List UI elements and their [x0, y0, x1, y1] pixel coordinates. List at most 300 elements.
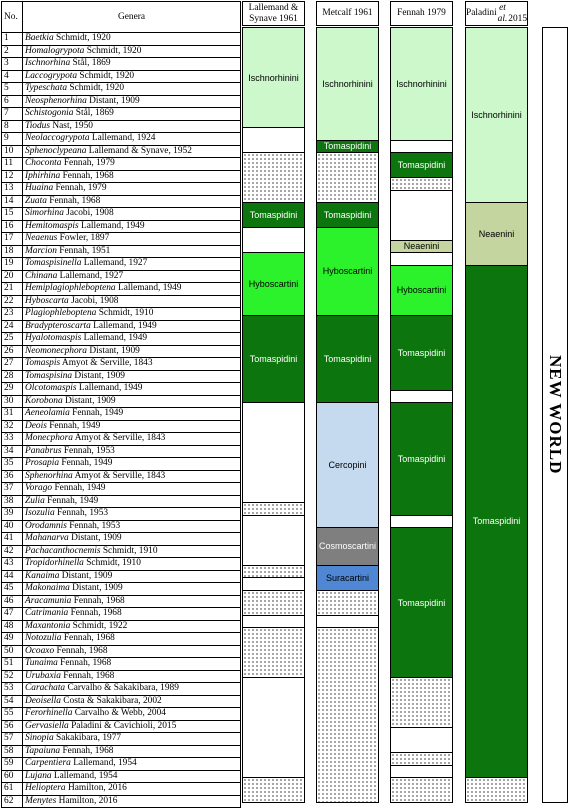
unassigned-segment [390, 752, 453, 766]
genus-cell [23, 358, 241, 371]
genus-name: Korobona [25, 395, 63, 406]
genus-name: Isozulia [25, 508, 55, 518]
genus-cell [23, 770, 241, 783]
tribe-segment [390, 315, 453, 391]
tribe-segment [465, 265, 528, 779]
genus-cell [23, 558, 241, 571]
row-number: 23 [2, 308, 23, 321]
table-row [2, 83, 241, 96]
table-header-row [2, 2, 241, 33]
row-number: 1 [2, 33, 23, 46]
genus-name: Orodamnis [25, 520, 67, 531]
genus-name: Panabrus [25, 445, 62, 456]
genus-name: Makonaima [25, 583, 70, 593]
genus-author: Lallemand, 1924 [89, 133, 156, 143]
genus-author: Distant, 1909 [86, 95, 140, 106]
genus-author: Distant, 1909 [72, 370, 125, 381]
genus-author: Fennah, 1968 [61, 633, 115, 643]
genus-cell [23, 633, 241, 646]
genus-name: Tropidorhinella [25, 558, 84, 568]
table-row [2, 158, 241, 171]
tribe-label: Tomaspidini [249, 353, 298, 364]
genus-cell [23, 783, 241, 796]
genus-author: Fennah, 1979 [53, 183, 107, 193]
tribe-label: Ischnorhinini [396, 78, 447, 89]
row-number: 25 [2, 333, 23, 346]
et-al-italic: et al. [497, 2, 508, 24]
tribe-segment [316, 402, 379, 528]
genus-name: Neomonecphora [25, 345, 87, 356]
region-bar [542, 27, 568, 803]
table-row [2, 108, 241, 121]
table-row [2, 395, 241, 408]
unassigned-segment [242, 590, 305, 616]
genus-cell [23, 208, 241, 221]
genus-author: Fennah, 1953 [66, 520, 121, 531]
genus-author: Lallemand, 1954 [51, 770, 118, 781]
row-number: 44 [2, 570, 23, 583]
row-number: 28 [2, 370, 23, 383]
tribe-label: Cercopini [328, 460, 367, 470]
genus-name: Notozulia [25, 633, 62, 643]
unassigned-segment [465, 777, 528, 803]
tribe-segment [390, 402, 453, 516]
tribe-segment [316, 202, 379, 228]
table-row [2, 545, 241, 558]
table-row [2, 245, 241, 258]
genus-author: Lallemand & Synave, 1952 [86, 145, 192, 156]
genus-author: Distant, 1909 [59, 570, 113, 581]
row-number: 3 [2, 58, 23, 71]
tribe-segment [316, 140, 379, 154]
row-number: 16 [2, 220, 23, 233]
genus-author: Amyot & Serville, 1843 [60, 358, 153, 368]
genus-name: Tomaspis [25, 358, 61, 368]
tribe-segment [242, 402, 305, 503]
table-row [2, 58, 241, 71]
genus-name: Iphirhina [25, 170, 61, 181]
row-number: 20 [2, 270, 23, 283]
genus-name: Hemitomaspis [25, 220, 79, 231]
tribe-label: Tomaspidini [323, 141, 372, 152]
genus-cell [23, 570, 241, 583]
tribe-segment [390, 727, 453, 753]
row-number: 46 [2, 595, 23, 608]
genus-author: Hamilton, 2016 [56, 795, 118, 806]
table-row [2, 420, 241, 433]
table-row [2, 483, 241, 496]
genus-author: Fennah, 1979 [61, 158, 115, 168]
genus-author: Fennah, 1949 [46, 420, 101, 431]
genus-cell [23, 658, 241, 671]
table-row [2, 495, 241, 508]
genus-name: Marcion [25, 245, 57, 256]
genus-cell [23, 83, 241, 96]
unassigned-segment [242, 627, 305, 678]
genus-name: Tunaima [25, 658, 58, 668]
table-row [2, 220, 241, 233]
tribe-segment [390, 240, 453, 254]
row-number: 34 [2, 445, 23, 458]
header-no: No. [2, 2, 23, 33]
table-row [2, 533, 241, 546]
genus-name: Plagiophleboptena [25, 308, 97, 318]
genus-cell [23, 108, 241, 121]
table-row [2, 658, 241, 671]
genus-author: Fowler, 1897 [57, 233, 110, 243]
genus-author: Fennah, 1953 [54, 508, 109, 518]
genus-name: Deoisella [25, 695, 61, 706]
genus-author: Amyot & Serville, 1843 [72, 470, 166, 481]
genus-name: Ferorhinella [25, 708, 73, 718]
genus-name: Mahanarva [25, 533, 69, 543]
genus-author: Fennah, 1951 [56, 245, 111, 256]
genus-author: Carvalho & Webb, 2004 [72, 708, 166, 718]
genus-author: Schmidt, 1910 [83, 558, 141, 568]
genus-name: Kanaima [25, 570, 60, 581]
genus-name: Choconta [25, 158, 62, 168]
tribe-segment [390, 515, 453, 529]
genus-cell [23, 708, 241, 721]
table-row [2, 195, 241, 208]
row-number: 2 [2, 45, 23, 58]
tribe-segment [242, 615, 305, 629]
genus-cell [23, 720, 241, 733]
genus-cell [23, 383, 241, 396]
genus-cell [23, 170, 241, 183]
row-number: 41 [2, 533, 23, 546]
genus-cell [23, 733, 241, 746]
row-number: 35 [2, 458, 23, 471]
genus-author: Distant, 1909 [68, 533, 122, 543]
genus-author: Schmidt, 1910 [96, 308, 154, 318]
table-row [2, 445, 241, 458]
table-row [2, 770, 241, 783]
tribe-segment [390, 27, 453, 141]
tribe-label: Tomaspidini [472, 516, 521, 527]
genus-author: Schmidt, 1920 [53, 33, 111, 43]
tribe-label: Tomaspidini [323, 353, 372, 364]
tribe-label: Neaenini [403, 241, 440, 252]
tribe-segment [242, 202, 305, 228]
table-row [2, 320, 241, 333]
genus-cell [23, 508, 241, 521]
tribe-segment [390, 152, 453, 178]
genus-cell [23, 420, 241, 433]
genus-author: Fennah, 1949 [69, 408, 124, 418]
row-number: 30 [2, 395, 23, 408]
genus-name: Olcotomaspis [25, 383, 77, 393]
genus-cell [23, 233, 241, 246]
genus-name: Prosapia [25, 458, 60, 468]
genus-cell [23, 283, 241, 296]
genus-author: Fennah, 1949 [52, 483, 106, 493]
genus-author: Fennah, 1968 [54, 645, 108, 656]
table-row [2, 695, 241, 708]
table-row [2, 683, 241, 696]
unassigned-segment [242, 502, 305, 516]
genus-author: Distant, 1909 [69, 583, 123, 593]
row-number: 55 [2, 708, 23, 721]
row-number: 56 [2, 720, 23, 733]
genus-cell [23, 745, 241, 758]
row-number: 32 [2, 420, 23, 433]
column-header: Lallemand & Synave 1961 [242, 1, 305, 26]
genus-cell [23, 120, 241, 133]
genus-author: Carvalho & Sakakibara, 1989 [65, 683, 179, 693]
genus-name: Tapaiuna [25, 745, 61, 756]
tribe-segment [242, 315, 305, 404]
genus-name: Huaina [25, 183, 54, 193]
row-number: 51 [2, 658, 23, 671]
table-row [2, 570, 241, 583]
genus-cell [23, 345, 241, 358]
row-number: 59 [2, 758, 23, 771]
table-row [2, 470, 241, 483]
tribe-label: Tomaspidini [397, 453, 446, 464]
row-number: 58 [2, 745, 23, 758]
table-row [2, 720, 241, 733]
row-number: 33 [2, 433, 23, 446]
table-row [2, 358, 241, 371]
tribe-segment [390, 252, 453, 266]
table-row [2, 33, 241, 46]
tribe-segment [390, 140, 453, 154]
row-number: 52 [2, 670, 23, 683]
genus-name: Helioptera [25, 783, 66, 793]
row-number: 43 [2, 558, 23, 571]
tribe-segment [465, 202, 528, 266]
row-number: 49 [2, 633, 23, 646]
genus-author: Lallemand, 1927 [57, 270, 124, 281]
table-row [2, 45, 241, 58]
genus-name: Tomaspisina [25, 370, 73, 381]
genus-cell [23, 408, 241, 421]
tribe-segment [390, 190, 453, 241]
table-row [2, 645, 241, 658]
table-row [2, 558, 241, 571]
genus-name: Baetkia [25, 33, 54, 43]
unassigned-segment [316, 627, 379, 803]
genus-cell [23, 545, 241, 558]
row-number: 27 [2, 358, 23, 371]
genus-author: Lallemand, 1949 [81, 333, 148, 343]
table-row [2, 508, 241, 521]
genus-author: Fennah, 1968 [68, 608, 122, 618]
unassigned-segment [316, 590, 379, 616]
tribe-segment [465, 27, 528, 203]
genus-name: Ocoaxo [25, 645, 55, 656]
genus-name: Schistogonia [25, 108, 74, 118]
genus-name: Chinana [25, 270, 58, 281]
table-row [2, 370, 241, 383]
table-row [2, 208, 241, 221]
genus-cell [23, 533, 241, 546]
genus-cell [23, 333, 241, 346]
table-row [2, 583, 241, 596]
genus-name: Tiodus [25, 120, 51, 131]
genus-author: Fennah, 1968 [57, 658, 112, 668]
tribe-segment [316, 27, 379, 141]
row-number: 10 [2, 145, 23, 158]
tribe-segment [242, 515, 305, 566]
row-number: 5 [2, 83, 23, 96]
tribe-label: Suracartini [325, 572, 370, 583]
tribe-label: Neaenini [478, 228, 515, 239]
row-number: 36 [2, 470, 23, 483]
tribe-segment [390, 390, 453, 404]
genus-author: Fennah, 1953 [61, 445, 115, 456]
unassigned-segment [390, 677, 453, 728]
genus-author: Lallemand, 1949 [76, 383, 143, 393]
table-row [2, 795, 241, 808]
genus-cell [23, 433, 241, 446]
genus-name: Homalogrypota [25, 45, 85, 56]
tribe-segment [242, 577, 305, 591]
table-row [2, 783, 241, 796]
unassigned-segment [390, 177, 453, 191]
table-row [2, 95, 241, 108]
genus-cell [23, 258, 241, 271]
column-header: Fennah 1979 [390, 1, 453, 26]
genus-author: Fennah, 1949 [44, 495, 99, 506]
genus-name: Bradypteroscarta [25, 320, 91, 331]
table-row [2, 183, 241, 196]
row-number: 15 [2, 208, 23, 221]
genus-cell [23, 670, 241, 683]
genus-name: Typeschata [25, 83, 68, 93]
genus-cell [23, 58, 241, 71]
genus-name: Catrimania [25, 608, 69, 618]
genus-author: Fennah, 1949 [59, 458, 113, 468]
genus-cell [23, 458, 241, 471]
genus-author: Distant, 1909 [86, 345, 140, 356]
tribe-label: Tomaspidini [397, 160, 446, 170]
row-number: 62 [2, 795, 23, 808]
genus-cell [23, 45, 241, 58]
table-row [2, 633, 241, 646]
tribe-segment [316, 565, 379, 591]
row-number: 8 [2, 120, 23, 133]
table-row [2, 270, 241, 283]
tribe-segment [316, 527, 379, 566]
genera-table [1, 1, 241, 808]
genus-author: Schmidt, 1920 [77, 70, 135, 81]
genus-name: Sphenoclypeana [25, 145, 87, 156]
genus-name: Hyalotomaspis [25, 333, 82, 343]
tribe-segment [242, 127, 305, 153]
tribe-label: Hyboscartini [322, 266, 373, 277]
genus-name: Zulia [25, 495, 45, 506]
row-number: 61 [2, 783, 23, 796]
tribe-segment [316, 315, 379, 404]
genus-cell [23, 483, 241, 496]
row-number: 38 [2, 495, 23, 508]
tribe-label: Tomaspidini [397, 597, 446, 608]
genus-author: Lallemand, 1949 [78, 220, 145, 231]
genus-cell [23, 370, 241, 383]
tribe-segment [316, 227, 379, 316]
genus-cell [23, 145, 241, 158]
column-header: Metcalf 1961 [316, 1, 379, 26]
genus-name: Hemiplagiophleboptena [25, 283, 116, 293]
table-row [2, 233, 241, 246]
genus-author: Schmidt, 1920 [84, 45, 142, 56]
tribe-label: Cosmoscartini [318, 541, 376, 552]
row-number: 54 [2, 695, 23, 708]
genus-name: Aracamunia [25, 595, 72, 606]
genus-name: Menytes [25, 795, 57, 806]
row-number: 40 [2, 520, 23, 533]
table-row [2, 258, 241, 271]
genus-cell [23, 758, 241, 771]
tribe-segment [242, 27, 305, 128]
row-number: 17 [2, 233, 23, 246]
genus-cell [23, 695, 241, 708]
genus-name: Gervasiella [25, 720, 69, 731]
genus-cell [23, 645, 241, 658]
row-number: 14 [2, 195, 23, 208]
table-row [2, 745, 241, 758]
row-number: 39 [2, 508, 23, 521]
genus-cell [23, 795, 241, 808]
genus-name: Sinopia [25, 733, 54, 743]
genus-name: Maxantonia [25, 620, 71, 631]
table-row [2, 595, 241, 608]
row-number: 7 [2, 108, 23, 121]
region-label: NEW WORLD [546, 355, 565, 475]
row-number: 18 [2, 245, 23, 258]
genus-cell [23, 595, 241, 608]
tribe-label: Ischnorhinini [322, 78, 373, 89]
unassigned-segment [242, 777, 305, 803]
row-number: 22 [2, 295, 23, 308]
row-number: 50 [2, 645, 23, 658]
genus-author: Distant, 1909 [62, 395, 116, 406]
genus-cell [23, 158, 241, 171]
genus-author: Fennah, 1968 [46, 195, 101, 206]
genus-cell [23, 470, 241, 483]
row-number: 9 [2, 133, 23, 146]
table-row [2, 308, 241, 321]
genus-cell [23, 608, 241, 621]
row-number: 57 [2, 733, 23, 746]
genus-author: Fennah, 1968 [71, 595, 125, 606]
unassigned-segment [242, 565, 305, 579]
genus-cell [23, 320, 241, 333]
row-number: 45 [2, 583, 23, 596]
genus-author: Lallemand, 1949 [115, 283, 182, 293]
table-row [2, 708, 241, 721]
genus-cell [23, 683, 241, 696]
genus-name: Vorago [25, 483, 53, 493]
genus-author: Fennah, 1968 [60, 170, 114, 181]
genus-author: Lallemand, 1927 [81, 258, 148, 268]
table-row [2, 383, 241, 396]
row-number: 4 [2, 70, 23, 83]
row-number: 21 [2, 283, 23, 296]
tribe-label: Ischnorhinini [248, 72, 299, 83]
row-number: 31 [2, 408, 23, 421]
genus-name: Tomaspisinella [25, 258, 82, 268]
genus-cell [23, 620, 241, 633]
genus-author: Costa & Sakakibara, 2002 [60, 695, 162, 706]
row-number: 29 [2, 383, 23, 396]
tribe-label: Tomaspidini [323, 210, 372, 220]
table-row [2, 133, 241, 146]
genus-name: Laccogrypota [25, 70, 78, 81]
genus-cell [23, 495, 241, 508]
